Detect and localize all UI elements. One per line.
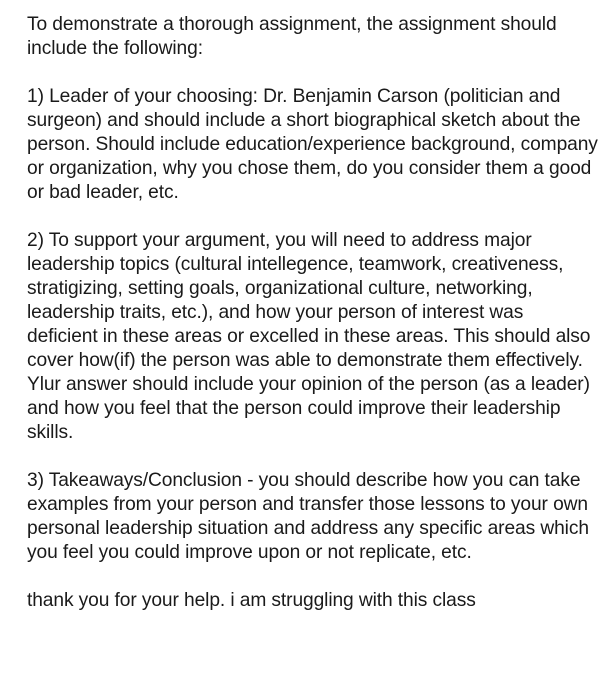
requirement-3-paragraph: 3) Takeaways/Conclusion - you should describe how you can take examples from your person and transfer those lessons to your own personal leadership situation and address any specific areas which you feel you could improve upon or not replicate, etc.: [27, 470, 589, 563]
closing-paragraph: thank you for your help. i am struggling with this class: [27, 590, 476, 611]
requirement-2-paragraph: 2) To support your argument, you will need to address major leadership topics (cultural intellegence, teamwork, creativeness, stratigizing, setting goals, organizational culture, networking, leadership traits, etc.), and how your person of interest was deficient in these areas or excelled in these areas. This should also cover how(if) the person was able to demonstrate them effectively. Ylur answer should include your opinion of the person (as a leader) and how you feel that the person could improve their leadership skills.: [27, 230, 591, 443]
assignment-document: [27, 13, 599, 613]
intro-paragraph: To demonstrate a thorough assignment, the assignment should include the following:: [27, 14, 557, 59]
requirement-1-paragraph: 1) Leader of your choosing: Dr. Benjamin Carson (politician and surgeon) and should include a short biographical sketch about the person. Should include education/experience background, company or organization, why you chose them, do you consider them a good or bad leader, etc.: [27, 86, 598, 203]
